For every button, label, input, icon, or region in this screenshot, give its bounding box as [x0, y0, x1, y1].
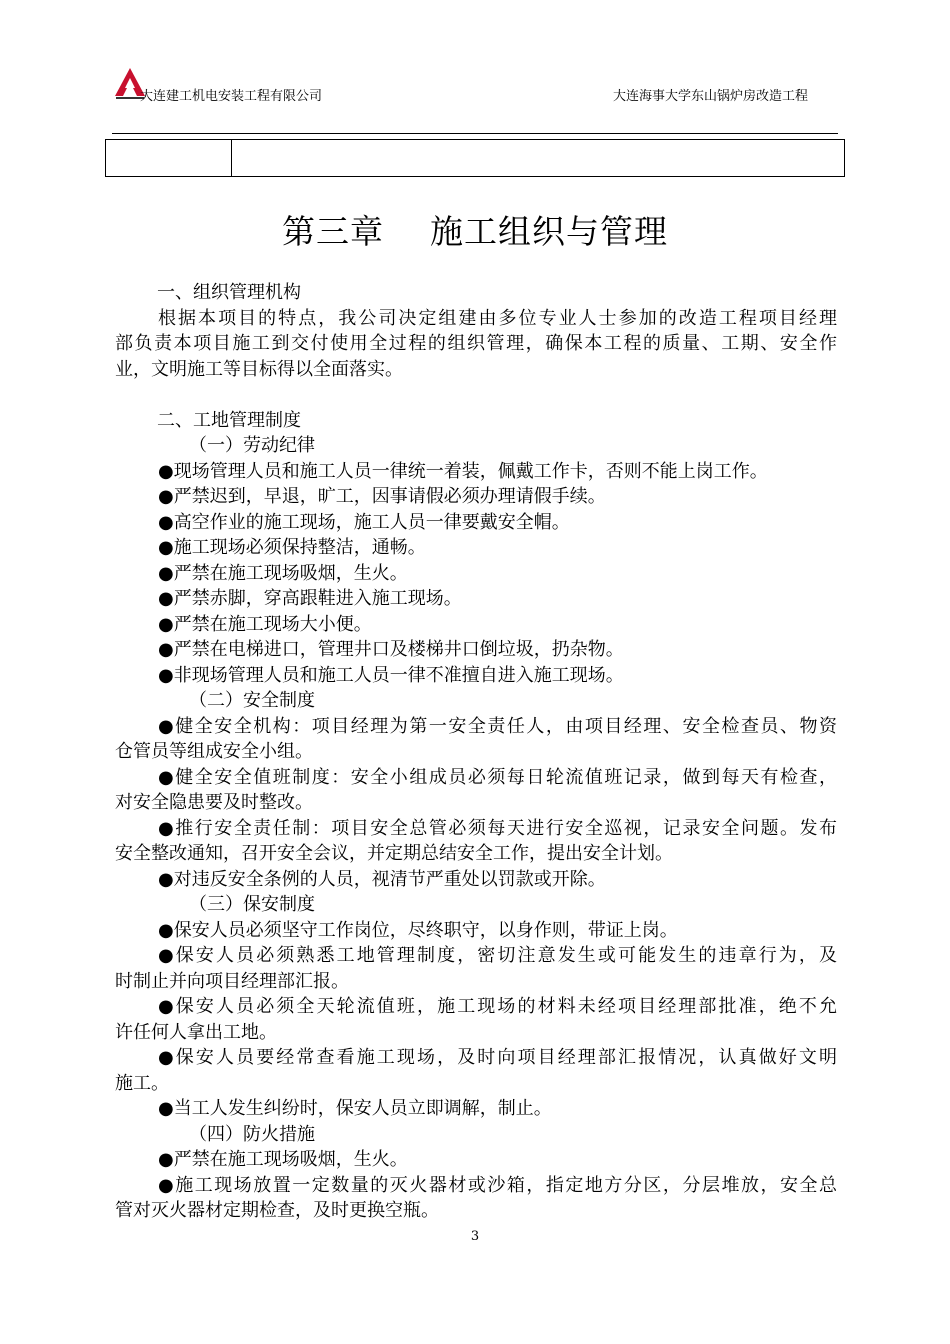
- paragraph-line: 部负责本项目施工到交付使用全过程的组织管理，确保本工程的质量、工期、安全作: [115, 333, 837, 354]
- list-item: ●严禁在施工现场吸烟，生火。: [158, 1149, 408, 1170]
- section-heading: 一、组织管理机构: [157, 282, 301, 303]
- company-name: 大连建工机电安装工程有限公司: [140, 89, 323, 104]
- paragraph-line: 根据本项目的特点，我公司决定组建由多位专业人士参加的改造工程项目经理: [158, 307, 837, 329]
- header-table-cell: [106, 140, 232, 176]
- list-item: ●保安人员必须坚守工作岗位，尽终职守，以身作则，带证上岗。: [158, 919, 678, 941]
- subsection-heading: （三）保安制度: [189, 894, 315, 915]
- chapter-name: 施工组织与管理: [430, 212, 668, 251]
- list-item: ●施工现场必须保持整洁，通畅。: [158, 537, 426, 558]
- list-item: ●健全安全值班制度：安全小组成员必须每日轮流值班记录，做到每天有检查，: [158, 766, 837, 788]
- list-item: ●健全安全机构：项目经理为第一安全责任人，由项目经理、安全检查员、物资: [158, 715, 837, 737]
- list-item-continuation: 时制止并向项目经理部汇报。: [115, 970, 349, 992]
- list-item: ●推行安全责任制：项目安全总管必须每天进行安全巡视，记录安全问题。发布: [158, 817, 837, 839]
- list-item: ●高空作业的施工现场，施工人员一律要戴安全帽。: [158, 511, 570, 533]
- list-item-continuation: 安全整改通知，召开安全会议，并定期总结安全工作，提出安全计划。: [115, 843, 673, 864]
- list-item-continuation: 管对灭火器材定期检查，及时更换空瓶。: [115, 1200, 439, 1221]
- chapter-number: 第三章: [282, 212, 384, 251]
- list-item: ●严禁在电梯进口，管理井口及楼梯井口倒垃圾，扔杂物。: [158, 639, 624, 660]
- paragraph-line: 业，文明施工等目标得以全面落实。: [115, 358, 403, 380]
- header-rule: [112, 133, 838, 134]
- project-name: 大连海事大学东山锅炉房改造工程: [612, 89, 808, 104]
- list-item-continuation: 对安全隐患要及时整改。: [115, 792, 313, 813]
- header-table: [105, 139, 845, 177]
- list-item: ●施工现场放置一定数量的灭火器材或沙箱，指定地方分区，分层堆放，安全总: [158, 1174, 837, 1196]
- subsection-heading: （四）防火措施: [189, 1123, 315, 1145]
- document-body: [115, 280, 837, 1224]
- list-item: ●严禁迟到，早退，旷工，因事请假必须办理请假手续。: [158, 486, 606, 507]
- list-item: ●当工人发生纠纷时，保安人员立即调解，制止。: [158, 1098, 552, 1119]
- list-item: ●对违反安全条例的人员，视清节严重处以罚款或开除。: [158, 868, 606, 890]
- subsection-heading: （一）劳动纪律: [189, 435, 315, 456]
- section-heading: 二、工地管理制度: [157, 409, 301, 431]
- list-item-continuation: 许任何人拿出工地。: [115, 1021, 277, 1043]
- list-item: ●严禁在施工现场吸烟，生火。: [158, 562, 408, 584]
- list-item: ●保安人员必须全天轮流值班，施工现场的材料未经项目经理部批准，绝不允: [158, 996, 837, 1017]
- list-item: ●严禁赤脚，穿高跟鞋进入施工现场。: [158, 588, 462, 609]
- list-item-continuation: 施工。: [115, 1072, 169, 1094]
- list-item: ●保安人员必须熟悉工地管理制度，密切注意发生或可能发生的违章行为，及: [158, 945, 837, 966]
- list-item: ●非现场管理人员和施工人员一律不准擅自进入施工现场。: [158, 664, 624, 686]
- chapter-title: [0, 206, 950, 253]
- list-item-continuation: 仓管员等组成安全小组。: [115, 741, 313, 762]
- list-item: ●严禁在施工现场大小便。: [158, 613, 372, 635]
- page-number: 3: [470, 1229, 480, 1244]
- subsection-heading: （二）安全制度: [189, 690, 315, 711]
- page-header: [112, 62, 838, 110]
- list-item: ●现场管理人员和施工人员一律统一着装，佩戴工作卡，否则不能上岗工作。: [158, 460, 768, 482]
- list-item: ●保安人员要经常查看施工现场，及时向项目经理部汇报情况，认真做好文明: [158, 1047, 837, 1068]
